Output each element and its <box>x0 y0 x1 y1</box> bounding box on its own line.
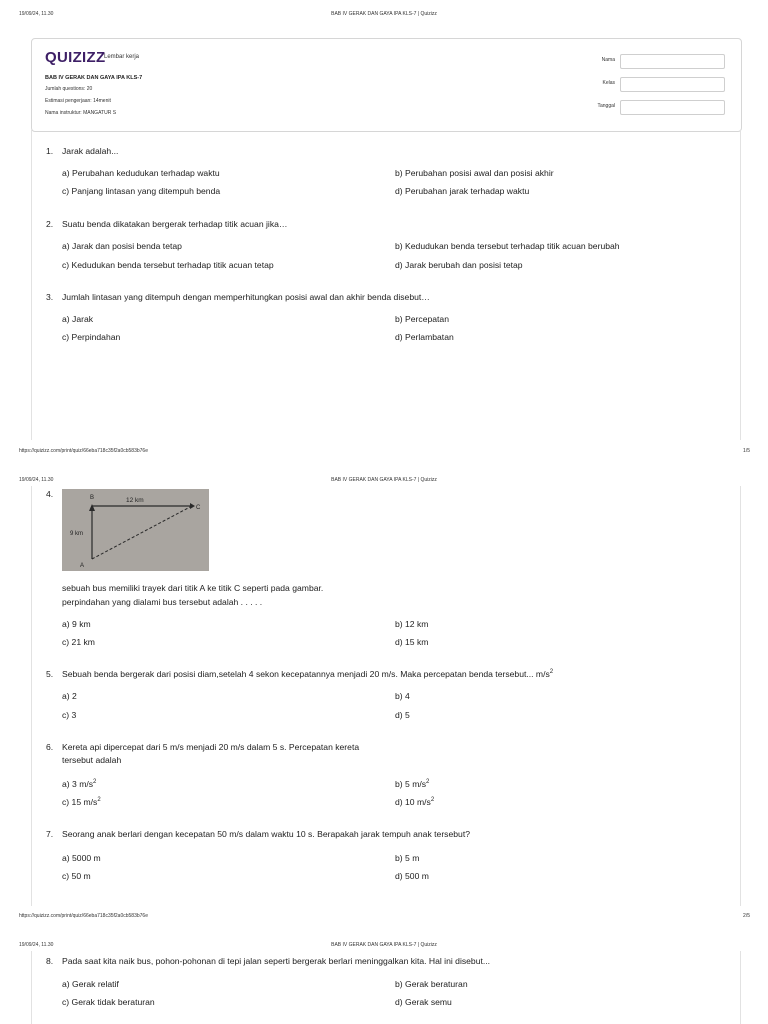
label-b: B <box>90 495 95 501</box>
label-9km: 9 km <box>70 531 84 537</box>
question-text: Seorang anak berlari dengan kecepatan 50 m/s dalam waktu 10 s. Berapakah jarak tempuh anak tersebut? <box>62 829 470 839</box>
option-c: c) Gerak tidak beraturan <box>62 997 155 1007</box>
sheet-border-right <box>740 130 741 440</box>
option-b: b) 12 km <box>395 619 429 629</box>
quiz-title: BAB IV GERAK DAN GAYA IPA KLS-7 <box>45 75 143 81</box>
option-d: d) 500 m <box>395 871 429 881</box>
option-a: a) 2 <box>62 691 77 701</box>
print-title: BAB IV GERAK DAN GAYA IPA KLS-7 | Quizizz <box>331 477 437 483</box>
label-a: A <box>80 563 85 569</box>
option-d: d) 5 <box>395 710 410 720</box>
option-a: a) 9 km <box>62 619 91 629</box>
print-title: BAB IV GERAK DAN GAYA IPA KLS-7 | Quizizz <box>331 942 437 948</box>
nama-field[interactable] <box>620 54 725 69</box>
question-number: 2. <box>46 219 54 229</box>
question-6 <box>46 742 359 752</box>
question-text: Suatu benda dikatakan bergerak terhadap titik acuan jika… <box>62 219 288 229</box>
question-text: Pada saat kita naik bus, pohon-pohonan di tepi jalan seperti bergerak berlari meninggalkan kita. Hal ini disebut... <box>62 956 491 966</box>
page-header-2 <box>0 477 768 487</box>
option-a: a) 3 $m/s^2$ <box>62 779 97 789</box>
question-number: 7. <box>46 829 54 839</box>
questions-count: Jumlah questions: 20 <box>45 86 93 92</box>
question-3 <box>46 292 430 302</box>
sheet-border-left <box>31 486 32 906</box>
question-7 <box>46 829 470 839</box>
kelas-label: Kelas <box>602 80 615 86</box>
option-b: b) Perubahan posisi awal dan posisi akhir <box>395 168 554 178</box>
option-b: b) Gerak beraturan <box>395 979 468 989</box>
option-b: b) 5 $m/s^2$ <box>395 779 430 789</box>
page-number: 2/5 <box>743 913 750 919</box>
worksheet-subtitle: Lembar kerja <box>104 54 140 60</box>
question-text: Sebuah benda bergerak dari posisi diam,setelah 4 sekon kecepatannya menjadi 20 m/s. Maka percepatan benda tersebut... m/s <box>62 669 550 679</box>
option-a: a) Gerak relatif <box>62 979 119 989</box>
page-header-1 <box>0 11 768 21</box>
question-text: Jarak adalah... <box>62 146 119 156</box>
option-d: d) Gerak semu <box>395 997 452 1007</box>
sheet-border-left <box>31 951 32 1024</box>
page-header-3 <box>0 942 768 952</box>
label-c: C <box>196 505 201 511</box>
question-4-text-line2: perpindahan yang dialami bus tersebut adalah . . . . . <box>62 597 263 607</box>
option-c: c) 15 $m/s^2$ <box>62 797 101 807</box>
question-text: Kereta api dipercepat dari 5 m/s menjadi 20 m/s dalam 5 s. Percepatan kereta <box>62 742 360 752</box>
print-title: BAB IV GERAK DAN GAYA IPA KLS-7 | Quizizz <box>331 11 437 17</box>
question-5 <box>46 669 553 679</box>
option-d: d) Jarak berubah dan posisi tetap <box>395 260 523 270</box>
option-c: c) 50 m <box>62 871 91 881</box>
page-footer-1 <box>0 448 768 458</box>
sheet-border-left <box>31 130 32 440</box>
kelas-field[interactable] <box>620 77 725 92</box>
nama-label: Nama <box>601 57 615 63</box>
option-d: d) Perubahan jarak terhadap waktu <box>395 186 530 196</box>
print-date: 19/09/24, 11.30 <box>19 11 54 17</box>
tanggal-field[interactable] <box>620 100 725 115</box>
superscript: 2 <box>549 669 554 675</box>
option-a: a) Perubahan kedudukan terhadap waktu <box>62 168 220 178</box>
option-d: d) 10 $m/s^2$ <box>395 797 435 807</box>
option-b: b) Kedudukan benda tersebut terhadap titik acuan berubah <box>395 241 620 251</box>
question-text: Jumlah lintasan yang ditempuh dengan memperhitungkan posisi awal dan akhir benda disebut… <box>62 292 430 302</box>
question-number: 6. <box>46 742 54 752</box>
label-12km: 12 km <box>126 497 144 504</box>
option-d: d) Perlambatan <box>395 332 454 342</box>
option-a: a) 5000 m <box>62 853 101 863</box>
option-c: c) Kedudukan benda tersebut terhadap titik acuan tetap <box>62 260 274 270</box>
question-8 <box>46 956 490 966</box>
worksheet-header-card <box>31 38 742 132</box>
option-b: b) 5 m <box>395 853 420 863</box>
option-c: c) Panjang lintasan yang ditempuh benda <box>62 186 221 196</box>
option-a: a) Jarak dan posisi benda tetap <box>62 241 182 251</box>
question-6-text-line2: tersebut adalah <box>62 755 122 765</box>
question-2 <box>46 219 288 229</box>
quizizz-logo: QUIZIZZ <box>45 49 106 66</box>
question-1 <box>46 146 118 156</box>
print-date: 19/09/24, 11.30 <box>19 477 54 483</box>
page-number: 1/5 <box>743 448 750 454</box>
estimate-time: Estimasi pengerjaan: 14menit <box>45 98 111 104</box>
question-number: 8. <box>46 956 54 966</box>
question-number: 4. <box>46 489 54 499</box>
route-diagram <box>62 489 209 571</box>
sheet-border-right <box>740 486 741 906</box>
page-footer-2 <box>0 913 768 923</box>
instructor-name: Nama instruktur: MANGATUR S <box>45 110 117 116</box>
question-number: 5. <box>46 669 54 679</box>
question-4 <box>46 489 62 499</box>
tanggal-label: Tanggal <box>597 103 615 109</box>
option-d: d) 15 km <box>395 637 429 647</box>
question-4-image <box>62 489 209 571</box>
question-number: 1. <box>46 146 54 156</box>
question-number: 3. <box>46 292 54 302</box>
option-c: c) Perpindahan <box>62 332 121 342</box>
option-c: c) 21 km <box>62 637 95 647</box>
print-date: 19/09/24, 11.30 <box>19 942 54 948</box>
option-b: b) Percepatan <box>395 314 449 324</box>
sheet-border-right <box>740 951 741 1024</box>
option-b: b) 4 <box>395 691 410 701</box>
print-url: https://quizizz.com/print/quiz/66eba718c35f2a0cb583b76e <box>19 913 148 919</box>
option-a: a) Jarak <box>62 314 94 324</box>
question-4-text-line1: sebuah bus memiliki trayek dari titik A ke titik C seperti pada gambar. <box>62 583 324 593</box>
print-url: https://quizizz.com/print/quiz/66eba718c35f2a0cb583b76e <box>19 448 148 454</box>
option-c: c) 3 <box>62 710 77 720</box>
